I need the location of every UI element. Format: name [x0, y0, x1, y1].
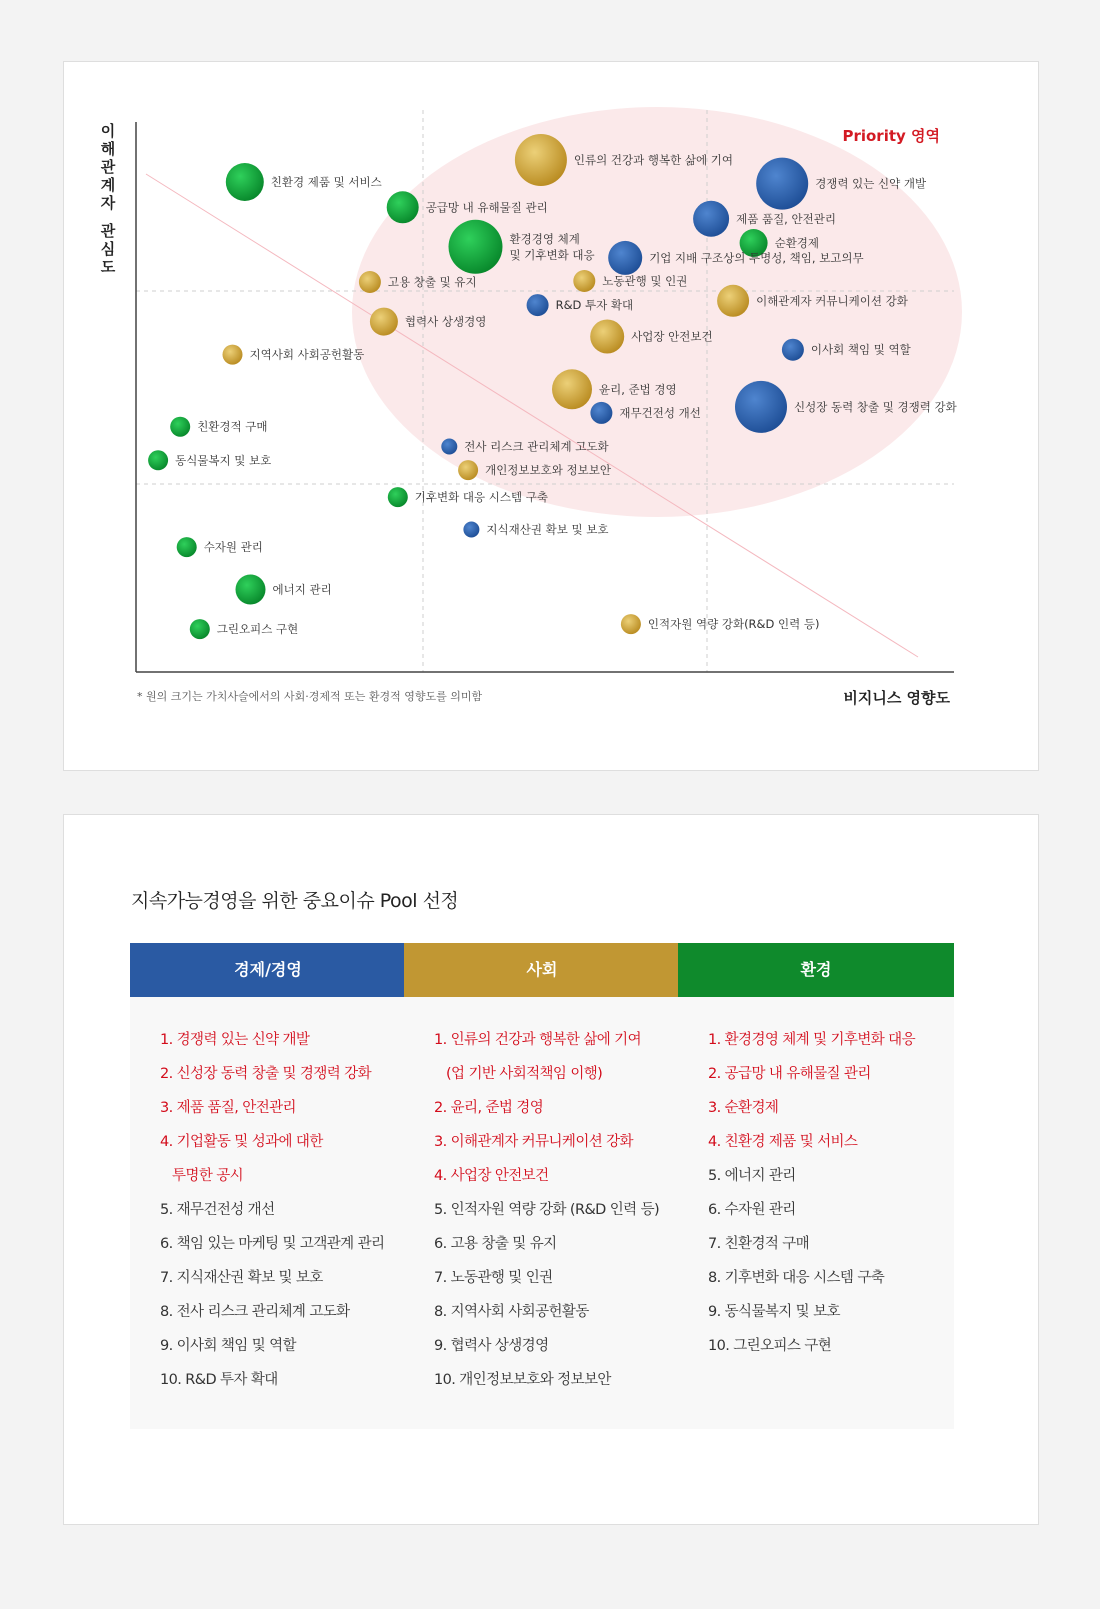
pool-issue-item: 10. 그린오피스 구현	[708, 1338, 832, 1354]
bubble-environment	[236, 575, 266, 605]
pool-issue-item: 5. 에너지 관리	[708, 1168, 796, 1184]
bubble-label: 협력사 상생경영	[404, 314, 487, 329]
bubble-environment	[387, 191, 419, 223]
materiality-matrix-chart	[64, 62, 1040, 772]
bubble-label: 순환경제	[774, 236, 820, 250]
pool-issue-item: 9. 동식물복지 및 보호	[708, 1304, 840, 1320]
x-axis-label: 비지니스 영향도	[843, 689, 950, 707]
bubble-label: 친환경적 구매	[197, 419, 268, 434]
pool-issue-item: 3. 이해관계자 커뮤니케이션 강화	[434, 1134, 633, 1150]
bubble-label: 수자원 관리	[203, 540, 263, 555]
bubble-environment	[190, 619, 210, 639]
pool-issue-item: 1. 경쟁력 있는 신약 개발	[160, 1032, 310, 1048]
bubble-society	[515, 134, 567, 186]
bubble-label: 인류의 건강과 행복한 삶에 기여	[573, 153, 733, 167]
pool-issue-item: 1. 인류의 건강과 행복한 삶에 기여	[434, 1032, 641, 1048]
pool-column-list	[678, 997, 954, 1429]
bubble-economy	[693, 201, 729, 237]
pool-issue-item: 3. 제품 품질, 안전관리	[160, 1100, 296, 1116]
bubble-label: 동식물복지 및 보호	[175, 453, 272, 468]
pool-title: 지속가능경영을 위한 중요이슈 Pool 선정	[131, 890, 459, 912]
pool-issue-item: 6. 수자원 관리	[708, 1202, 796, 1218]
bubble-label: 지식재산권 확보 및 보호	[486, 522, 609, 537]
pool-issue-item: 6. 책임 있는 마케팅 및 고객관계 관리	[160, 1236, 385, 1252]
pool-issue-item: 투명한 공시	[172, 1168, 244, 1184]
bubble-label: 개인정보보호와 정보보안	[485, 463, 611, 478]
pool-issue-item: 8. 전사 리스크 관리체계 고도화	[160, 1304, 350, 1320]
bubble-environment	[148, 450, 168, 470]
footnote: * 원의 크기는 가치사슬에서의 사회·경제적 또는 환경적 영향도를 의미함	[137, 690, 483, 703]
pool-issue-item: 7. 친환경적 구매	[708, 1236, 810, 1252]
issue-pool-card	[63, 814, 1039, 1525]
pool-issue-item: 4. 친환경 제품 및 서비스	[708, 1134, 858, 1150]
pool-column-list	[404, 997, 680, 1429]
bubble-environment	[170, 417, 190, 437]
bubble-label: 기후변화 대응 시스템 구축	[414, 490, 548, 505]
pool-issue-item: 9. 협력사 상생경영	[434, 1338, 549, 1354]
y-axis-label: 이 해 관 계 자 관 심 도	[100, 122, 116, 276]
pool-column-header: 사회	[404, 943, 680, 997]
bubble-society	[370, 308, 398, 336]
pool-issue-item: 3. 순환경제	[708, 1100, 779, 1116]
bubble-economy	[590, 402, 612, 424]
pool-issue-item: 7. 노동관행 및 인권	[434, 1270, 553, 1286]
bubble-society	[717, 285, 749, 317]
bubble-label: 에너지 관리	[272, 582, 332, 597]
pool-issue-item: 1. 환경경영 체계 및 기후변화 대응	[708, 1032, 915, 1048]
bubble-society	[552, 369, 592, 409]
pool-issue-item: 4. 기업활동 및 성과에 대한	[160, 1134, 323, 1150]
bubble-label: R&D 투자 확대	[555, 298, 634, 313]
bubble-economy	[782, 339, 804, 361]
bubble-label: 환경경영 체계 및 기후변화 대응	[509, 231, 595, 262]
bubble-label: 고용 창출 및 유지	[387, 275, 477, 289]
bubble-label: 공급망 내 유해물질 관리	[425, 200, 548, 215]
bubble-label: 이해관계자 커뮤니케이션 강화	[756, 293, 908, 308]
pool-issue-item: 10. R&D 투자 확대	[160, 1372, 278, 1388]
bubble-society	[573, 270, 595, 292]
bubble-label: 신성장 동력 창출 및 경쟁력 강화	[794, 399, 957, 414]
bubble-society	[458, 460, 478, 480]
bubble-label: 노동관행 및 인권	[602, 274, 688, 288]
pool-issue-item: 2. 신성장 동력 창출 및 경쟁력 강화	[160, 1066, 371, 1082]
pool-column	[404, 943, 680, 1429]
bubble-label: 제품 품질, 안전관리	[736, 211, 836, 226]
pool-issue-item: 8. 기후변화 대응 시스템 구축	[708, 1270, 885, 1286]
pool-column-header: 환경	[678, 943, 954, 997]
bubble-economy	[463, 522, 479, 538]
bubble-label: 친환경 제품 및 서비스	[270, 175, 382, 189]
bubble-label: 재무건전성 개선	[619, 405, 701, 420]
bubble-label: 사업장 안전보건	[631, 329, 713, 344]
pool-issue-item: 10. 개인정보보호와 정보보안	[434, 1372, 611, 1388]
pool-issue-item: 5. 재무건전성 개선	[160, 1202, 275, 1218]
bubble-society	[590, 320, 624, 354]
bubble-label: 인적자원 역량 강화(R&D 인력 등)	[647, 617, 820, 632]
pool-issue-item: (업 기반 사회적책임 이행)	[446, 1066, 603, 1082]
bubble-society	[359, 271, 381, 293]
bubble-label: 전사 리스크 관리체계 고도화	[464, 439, 609, 454]
priority-area	[352, 107, 962, 517]
pool-column	[130, 943, 406, 1429]
bubble-label: 지역사회 사회공헌활동	[249, 347, 365, 362]
bubble-society	[223, 345, 243, 365]
bubble-economy	[735, 381, 787, 433]
pool-issue-item: 8. 지역사회 사회공헌활동	[434, 1304, 589, 1320]
pool-issue-item: 4. 사업장 안전보건	[434, 1168, 549, 1184]
pool-issue-item: 2. 윤리, 준법 경영	[434, 1100, 544, 1116]
pool-issue-item: 9. 이사회 책임 및 역할	[160, 1338, 296, 1354]
bubble-label: 그린오피스 구현	[216, 622, 299, 637]
pool-issue-item: 5. 인적자원 역량 강화 (R&D 인력 등)	[434, 1202, 660, 1218]
bubble-label: 이사회 책임 및 역할	[810, 342, 911, 357]
bubble-economy	[441, 439, 457, 455]
pool-column	[678, 943, 954, 1429]
priority-label: Priority 영역	[842, 127, 940, 145]
bubble-environment	[177, 537, 197, 557]
bubble-society	[621, 614, 641, 634]
pool-issue-item: 2. 공급망 내 유해물질 관리	[708, 1066, 871, 1082]
bubble-label: 윤리, 준법 경영	[599, 382, 677, 397]
bubble-label: 기업 지배 구조상의 투명성, 책임, 보고의무	[649, 250, 864, 265]
pool-column-header: 경제/경영	[130, 943, 406, 997]
materiality-matrix-card	[63, 61, 1039, 771]
pool-issue-item: 7. 지식재산권 확보 및 보호	[160, 1270, 323, 1286]
bubble-environment	[226, 163, 264, 201]
bubble-environment	[449, 220, 503, 274]
bubble-label: 경쟁력 있는 신약 개발	[815, 176, 927, 191]
bubble-economy	[608, 241, 642, 275]
bubble-economy	[756, 158, 808, 210]
pool-column-list	[130, 997, 406, 1429]
pool-issue-item: 6. 고용 창출 및 유지	[434, 1236, 557, 1252]
bubble-economy	[527, 294, 549, 316]
bubble-environment	[388, 487, 408, 507]
